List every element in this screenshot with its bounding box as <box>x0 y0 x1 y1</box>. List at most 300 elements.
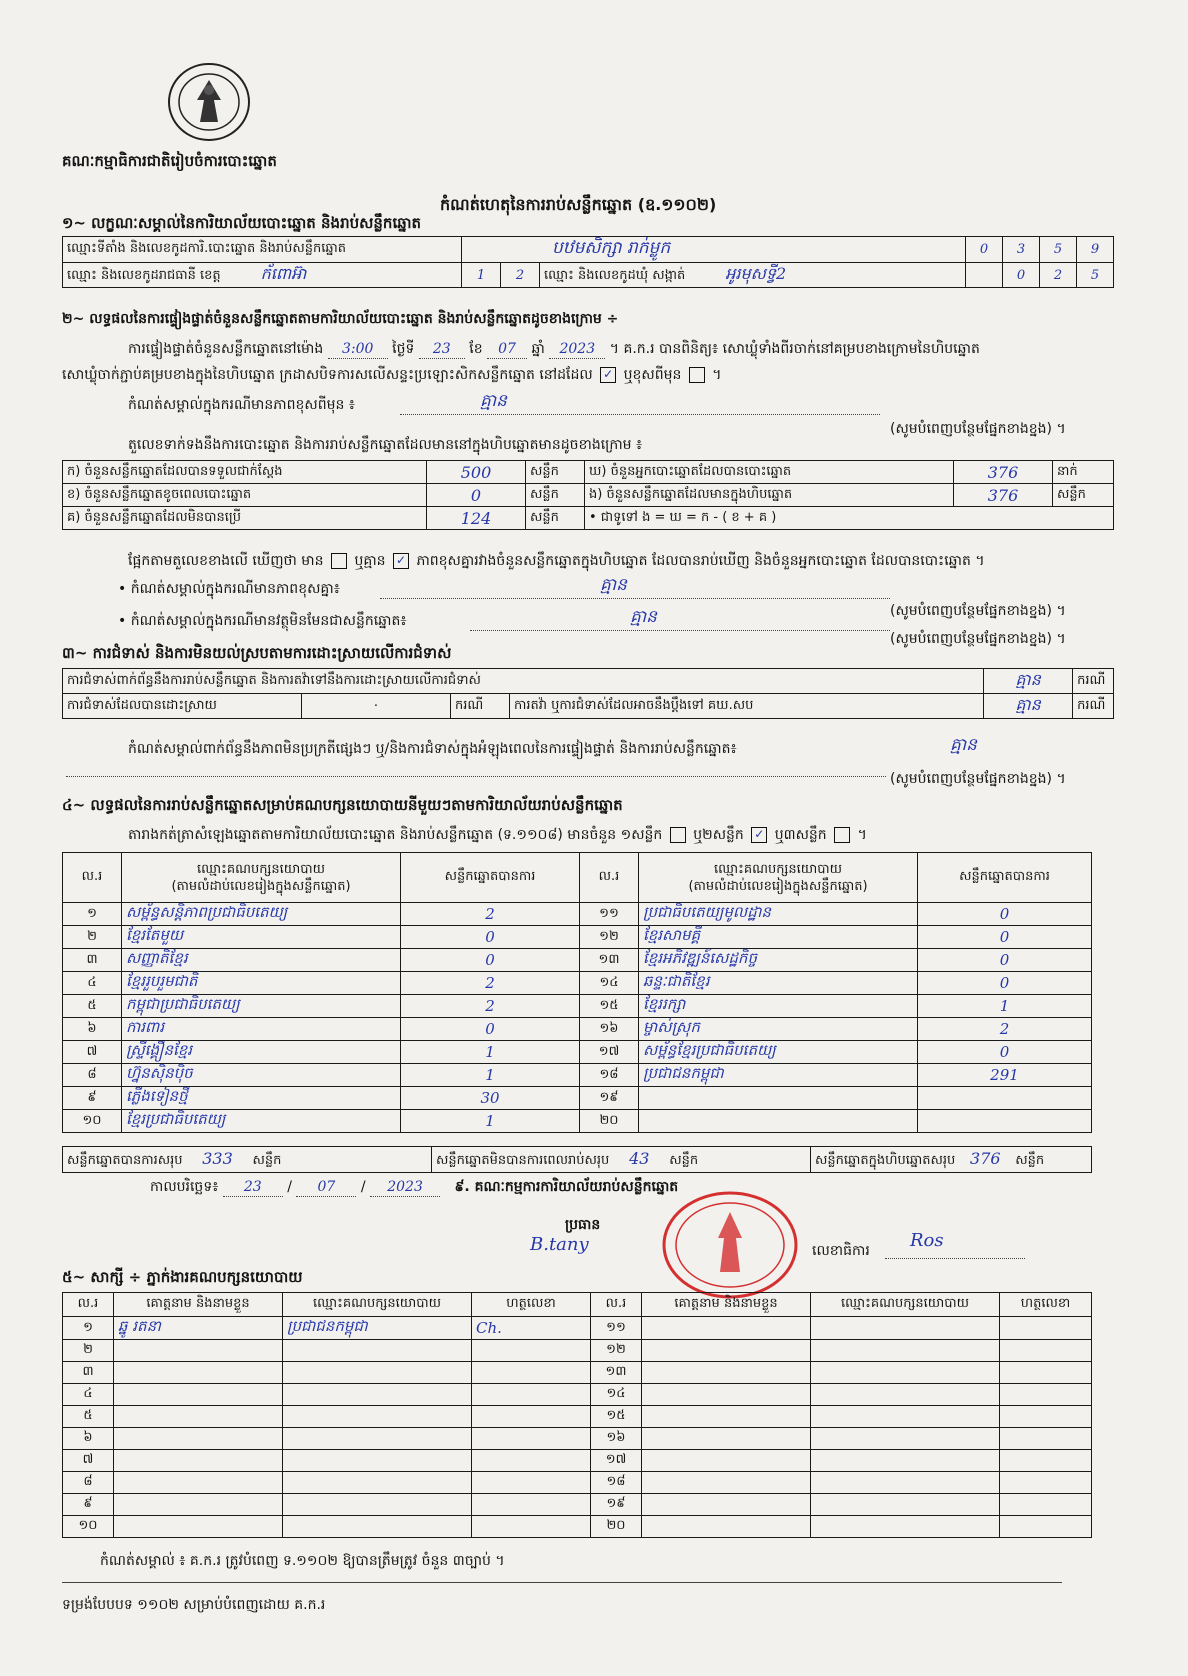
witness-no: ៧ <box>63 1450 114 1472</box>
unused-value: 124 <box>427 507 526 530</box>
results-party: ការពារ <box>122 1018 401 1041</box>
diff-bullet-label: • កំណត់សម្គាល់ក្នុងករណីមានភាពខុសគ្នា៖ <box>118 581 340 597</box>
nec-logo-emblem <box>166 60 252 144</box>
witness-header-no: ល.រ <box>63 1293 114 1317</box>
witness-no: ៣ <box>63 1362 114 1384</box>
results-party: ប្រជាធិបតេយ្យមូលដ្ឋាន <box>639 903 918 926</box>
results-header-no-right: ល.រ <box>580 853 639 903</box>
results-votes: 1 <box>401 1110 580 1133</box>
witness-name <box>642 1494 811 1516</box>
results-row <box>63 1110 1092 1133</box>
witness-name <box>642 1472 811 1494</box>
witness-name <box>114 1516 283 1538</box>
results-no: ១៧ <box>580 1041 639 1064</box>
chair-signature: B.tany <box>530 1234 589 1255</box>
commune-code-digit: 2 <box>1040 263 1077 288</box>
witness-party <box>811 1428 1000 1450</box>
valid-total-label: សន្លឹកឆ្នោតបានការសរុប <box>67 1152 183 1168</box>
unused-unit: សន្លឹក <box>526 507 585 530</box>
results-no: ១៩ <box>580 1087 639 1110</box>
org-name: គណៈកម្មាធិការជាតិរៀបចំការបោះឆ្នោត <box>62 152 277 170</box>
witness-name <box>114 1494 283 1516</box>
commune-code-digit: 5 <box>1077 263 1114 288</box>
witness-name <box>642 1317 811 1340</box>
witness-row <box>63 1472 1092 1494</box>
witness-party <box>811 1494 1000 1516</box>
chair-label: ប្រធាន <box>565 1217 601 1233</box>
location-table <box>62 236 1114 288</box>
witness-signature <box>472 1516 591 1538</box>
witness-row <box>63 1384 1092 1406</box>
province-code-digit: 2 <box>501 263 540 288</box>
witness-table <box>62 1292 1092 1538</box>
witness-party <box>811 1516 1000 1538</box>
province-value: ក័ពោអ៊ា <box>260 264 307 283</box>
verify-line-end: ។ គ.ក.រ បានពិនិត្យ៖ សោឃ្លុំទាំងពីរចាក់នៅគម្របខាងក្រោមនៃហិបឆ្នោត <box>609 341 980 357</box>
section5-title: ៥~ សាក្សី ÷ ភ្នាក់ងារគណបក្សនយោបាយ <box>62 1268 303 1286</box>
spoiled-unit: សន្លឹក <box>526 484 585 507</box>
irregularity-line <box>66 776 886 777</box>
witness-party <box>283 1384 472 1406</box>
commune-code-empty <box>966 263 1003 288</box>
results-no: ២ <box>63 926 122 949</box>
different-label: ឬខុសពីមុន <box>623 367 682 383</box>
witness-signature <box>472 1428 591 1450</box>
fill-more-note-3: (សូមបំពេញបន្ថែមផ្នែកខាងខ្នង) ។ <box>890 631 1066 647</box>
witness-signature <box>1000 1406 1092 1428</box>
resolved-unit: ករណី <box>451 694 510 719</box>
witness-party <box>811 1340 1000 1362</box>
results-votes: 2 <box>918 1018 1092 1041</box>
witness-party <box>283 1450 472 1472</box>
witness-signature <box>472 1472 591 1494</box>
diff-note-line <box>400 414 880 415</box>
witness-signature <box>1000 1428 1092 1450</box>
witness-party <box>283 1362 472 1384</box>
results-row <box>63 995 1092 1018</box>
witness-no: ២ <box>63 1340 114 1362</box>
results-no: ៤ <box>63 972 122 995</box>
results-party: កម្ពុជាប្រជាធិបតេយ្យ <box>122 995 401 1018</box>
date-day: 23 <box>223 1178 283 1197</box>
invalid-total-cell <box>432 1147 811 1173</box>
object-bullet-line <box>470 630 890 631</box>
section2-title: ២~ លទ្ធផលនៃការផ្ទៀងផ្ទាត់ចំនួនសន្លឹកឆ្នោតតាមការិយាល័យបោះឆ្នោត និងរាប់សន្លឹកឆ្នោតដូចខាងក្រោម ÷ <box>62 311 619 327</box>
appeal-value: គ្មាន <box>984 694 1073 719</box>
witness-no: ១៧ <box>591 1450 642 1472</box>
voters-unit: នាក់ <box>1053 461 1114 484</box>
one-sheet-checkbox[interactable] <box>670 827 686 843</box>
valid-total-unit: សន្លឹក <box>252 1152 282 1168</box>
witness-signature <box>472 1450 591 1472</box>
witness-header-party-right: ឈ្មោះគណបក្សនយោបាយ <box>811 1293 1000 1317</box>
invalid-total-unit: សន្លឹក <box>669 1152 699 1168</box>
witness-party <box>283 1472 472 1494</box>
formula-note: • ជាទូទៅ ង = ឃ = ក - ( ខ + គ ) <box>585 507 1114 530</box>
witness-signature <box>472 1384 591 1406</box>
section1-title: ១~ លក្ខណៈសម្គាល់នៃការិយាល័យបោះឆ្នោត និងរាប់សន្លឹកឆ្នោត <box>62 214 422 232</box>
sheet-count-text: តារាងកត់ត្រាសំឡេងឆ្នោតតាមការិយាល័យបោះឆ្នោត និងរាប់សន្លឹកឆ្នោត (ទ.១១០៨) មានចំនួន ១សន្លឹក <box>128 827 663 843</box>
witness-no: ៨ <box>63 1472 114 1494</box>
witness-signature <box>1000 1450 1092 1472</box>
results-row <box>63 972 1092 995</box>
witness-party <box>811 1384 1000 1406</box>
location-label: ឈ្មោះទីតាំង និងលេខកូដការិ.បោះឆ្នោត និងរាប់សន្លឹកឆ្នោត <box>63 237 462 263</box>
witness-no: ៥ <box>63 1406 114 1428</box>
witness-party <box>811 1317 1000 1340</box>
witness-row <box>63 1516 1092 1538</box>
fill-more-note-4: (សូមបំពេញបន្ថែមផ្នែកខាងខ្នង) ។ <box>890 771 1066 787</box>
results-header-party <box>122 853 401 903</box>
seal-line-text: សោឃ្លុំចាក់ភ្ជាប់គម្របខាងក្នុងនៃហិបឆ្នោត ក្រដាសបិទការសលើសន្ទះប្រឡោះសិកសន្លឹកឆ្នោត នៅដដែល <box>62 367 593 383</box>
commune-cell <box>540 263 966 288</box>
witness-signature <box>1000 1362 1092 1384</box>
no-difference-checkbox[interactable]: ✓ <box>393 553 409 569</box>
results-party: ខ្មែរអភិវឌ្ឍន៍សេដ្ឋកិច្ច <box>639 949 918 972</box>
witness-row <box>63 1406 1092 1428</box>
received-value: 500 <box>427 461 526 484</box>
resolved-value: · <box>302 694 451 719</box>
witness-header-name: គោត្តនាម និងនាមខ្លួន <box>114 1293 283 1317</box>
witness-no: ៤ <box>63 1384 114 1406</box>
results-votes: 2 <box>401 903 580 926</box>
results-no: ១០ <box>63 1110 122 1133</box>
secretary-label: លេខាធិការ <box>812 1243 870 1259</box>
witness-party <box>811 1406 1000 1428</box>
results-no: ៦ <box>63 1018 122 1041</box>
date-month: 07 <box>296 1178 356 1197</box>
received-label: ក) ចំនួនសន្លឹកឆ្នោតដែលបានទទួលជាក់ស្តែង <box>63 461 427 484</box>
form-footer: ទម្រង់បែបបទ ១១០២ សម្រាប់បំពេញដោយ គ.ក.រ <box>62 1597 326 1613</box>
results-votes: 291 <box>918 1064 1092 1087</box>
results-votes: 0 <box>401 949 580 972</box>
location-code-digit: 0 <box>966 237 1003 263</box>
witness-name <box>114 1340 283 1362</box>
witness-header-party: ឈ្មោះគណបក្សនយោបាយ <box>283 1293 472 1317</box>
witness-signature <box>472 1494 591 1516</box>
witness-signature <box>1000 1384 1092 1406</box>
witness-name <box>642 1428 811 1450</box>
witness-header-sig: ហត្ថលេខា <box>472 1293 591 1317</box>
witness-party <box>283 1494 472 1516</box>
witness-no: ២០ <box>591 1516 642 1538</box>
results-header-party-line1: ឈ្មោះគណបក្សនយោបាយ <box>197 861 325 877</box>
results-party <box>639 1087 918 1110</box>
witness-name <box>642 1450 811 1472</box>
witness-party <box>811 1362 1000 1384</box>
box-total-label: សន្លឹកឆ្នោតក្នុងហិបឆ្នោតសរុប <box>815 1152 956 1168</box>
diff-note-value: គ្មាន <box>480 391 507 411</box>
commune-code-digit: 0 <box>1003 263 1040 288</box>
witness-name <box>642 1516 811 1538</box>
results-votes: 1 <box>401 1041 580 1064</box>
appeal-unit: ករណី <box>1073 694 1114 719</box>
official-stamp <box>660 1190 800 1300</box>
results-votes: 1 <box>401 1064 580 1087</box>
box-total-cell <box>811 1147 1092 1173</box>
sheet-count-line <box>128 826 867 844</box>
results-header-party-line2: (តាមលំដាប់លេខរៀងក្នុងសន្លឹកឆ្នោត) <box>171 878 351 894</box>
results-party: ហ្វ៊ុនស៊ិនប៉ិច <box>122 1064 401 1087</box>
results-header-party-right <box>639 853 918 903</box>
results-party: ភ្លើងទៀនថ្មី <box>122 1087 401 1110</box>
figures-table <box>62 460 1114 530</box>
diff-bullet-value: គ្មាន <box>600 575 627 595</box>
witness-row <box>63 1428 1092 1450</box>
results-row <box>63 949 1092 972</box>
witness-name <box>114 1406 283 1428</box>
results-row <box>63 1018 1092 1041</box>
witness-signature <box>1000 1472 1092 1494</box>
witness-name <box>642 1340 811 1362</box>
results-no: ១៦ <box>580 1018 639 1041</box>
committee-name: ៩. គណៈកម្មការការិយាល័យរាប់សន្លឹកឆ្នោត <box>454 1179 679 1195</box>
verify-year: 2023 <box>549 340 605 359</box>
irregularity-note-value: គ្មាន <box>950 735 977 755</box>
difference-text: ភាពខុសគ្នារវាងចំនួនសន្លឹកឆ្នោតក្នុងហិបឆ្នោត ដែលបានរាប់ឃើញ និងចំនួនអ្នកបោះឆ្នោត ដែលបានបោះឆ្នោត ។ <box>416 553 985 569</box>
in-box-value: 376 <box>954 484 1053 507</box>
results-summary <box>62 1146 1092 1173</box>
witness-name <box>114 1384 283 1406</box>
province-label-text: ឈ្មោះ និងលេខកូដរាជធានី ខេត្ត <box>67 268 221 283</box>
different-checkbox[interactable] <box>689 367 705 383</box>
results-votes: 0 <box>918 926 1092 949</box>
results-votes: 0 <box>918 949 1092 972</box>
results-no: ១១ <box>580 903 639 926</box>
witness-body <box>63 1317 1092 1538</box>
results-party: ម្ចាស់ស្រុក <box>639 1018 918 1041</box>
same-checkbox[interactable]: ✓ <box>600 367 616 383</box>
location-name-value: បឋមសិក្សា រាក់ម្លូក <box>462 237 966 263</box>
witness-row <box>63 1317 1092 1340</box>
verify-day-label: ថ្ងៃទី <box>392 341 415 357</box>
object-bullet-label: • កំណត់សម្គាល់ក្នុងករណីមានវត្ថុមិនមែនជាសន្លឹកឆ្នោត៖ <box>118 613 407 629</box>
fill-more-note: (សូមបំពេញបន្ថែមផ្នែកខាងខ្នង) ។ <box>890 421 1066 437</box>
results-party: ខ្មែរតែមួយ <box>122 926 401 949</box>
witness-name <box>642 1406 811 1428</box>
appeal-label: ការតវ៉ា ឬការជំទាស់ដែលអាចនឹងប្តឹងទៅ គឃ.សប <box>510 694 984 719</box>
box-total-value: 376 <box>970 1148 1001 1168</box>
results-header-party-right-line2: (តាមលំដាប់លេខរៀងក្នុងសន្លឹកឆ្នោត) <box>688 878 868 894</box>
objection-label: ការជំទាស់ពាក់ព័ន្ធនឹងការរាប់សន្លឹកឆ្នោត និងការតវ៉ាទៅនឹងការដោះស្រាយលើការជំទាស់ <box>63 669 984 694</box>
section4-title: ៤~ លទ្ធផលនៃការរាប់សន្លឹកឆ្នោតសម្រាប់គណបក្សនយោបាយនីមួយៗតាមការិយាល័យរាប់សន្លឹកឆ្នោត <box>62 796 623 814</box>
witness-name <box>642 1384 811 1406</box>
witness-header-sig-right: ហត្ថលេខា <box>1000 1293 1092 1317</box>
results-header-no: ល.រ <box>63 853 122 903</box>
two-sheets-checkbox[interactable]: ✓ <box>751 827 767 843</box>
witness-no: ១៦ <box>591 1428 642 1450</box>
diff-note-label: កំណត់សម្គាល់ក្នុងករណីមានភាពខុសពីមុន ៖ <box>128 397 355 413</box>
results-votes: 0 <box>401 926 580 949</box>
results-party: ខ្មែររួបរួមជាតិ <box>122 972 401 995</box>
results-header-party-right-line1: ឈ្មោះគណបក្សនយោបាយ <box>714 861 842 877</box>
results-party: ស្ទ្រីង្គឿនខ្មែរ <box>122 1041 401 1064</box>
results-no: ៧ <box>63 1041 122 1064</box>
witness-name <box>114 1362 283 1384</box>
witness-signature <box>472 1406 591 1428</box>
witness-name <box>642 1362 811 1384</box>
diff-bullet-line <box>380 598 890 599</box>
results-no: ១២ <box>580 926 639 949</box>
location-code-digit: 5 <box>1040 237 1077 263</box>
witness-no: ១៣ <box>591 1362 642 1384</box>
verify-time: 3:00 <box>328 340 388 359</box>
results-votes: 1 <box>918 995 1092 1018</box>
results-votes: 0 <box>918 972 1092 995</box>
witness-header-no-right: ល.រ <box>591 1293 642 1317</box>
witness-no: ៦ <box>63 1428 114 1450</box>
spoiled-value: 0 <box>427 484 526 507</box>
invalid-total-label: សន្លឹកឆ្នោតមិនបានការពេលរាប់សរុប <box>436 1152 610 1168</box>
difference-line <box>128 552 985 570</box>
results-party: ប្រជាជនកម្ពុជា <box>639 1064 918 1087</box>
witness-row <box>63 1362 1092 1384</box>
witness-no: ១៤ <box>591 1384 642 1406</box>
has-difference-checkbox[interactable] <box>331 553 347 569</box>
witness-no: ១២ <box>591 1340 642 1362</box>
secretary-signature: Ros <box>910 1230 944 1251</box>
section3-title: ៣~ ការជំទាស់ និងការមិនយល់ស្របតាមការដោះស្រាយលើការជំទាស់ <box>62 644 452 662</box>
witness-no: ១៥ <box>591 1406 642 1428</box>
location-code-digit: 3 <box>1003 237 1040 263</box>
no-label: ឬគ្មាន <box>354 553 386 569</box>
sheet-count-end: ។ <box>857 827 867 843</box>
results-votes: 30 <box>401 1087 580 1110</box>
witness-row <box>63 1340 1092 1362</box>
invalid-total-value: 43 <box>629 1148 650 1168</box>
witness-signature <box>472 1340 591 1362</box>
witness-row <box>63 1494 1092 1516</box>
results-votes <box>918 1110 1092 1133</box>
results-party: សម្ព័ន្ធសន្តិភាពប្រជាធិបតេយ្យ <box>122 903 401 926</box>
unused-label: គ) ចំនួនសន្លឹកឆ្នោតដែលមិនបានប្រើ <box>63 507 427 530</box>
witness-no: ១៩ <box>591 1494 642 1516</box>
province-label <box>63 263 462 288</box>
witness-signature <box>1000 1494 1092 1516</box>
witness-note: កំណត់សម្គាល់ ៖ គ.ក.រ ត្រូវបំពេញ ទ.១១០២ ឱ្យបានត្រឹមត្រូវ ចំនួន ៣ច្បាប់ ។ <box>100 1553 505 1569</box>
received-unit: សន្លឹក <box>526 461 585 484</box>
results-party: ខ្មែររក្សា <box>639 995 918 1018</box>
seal-line-end: ។ <box>712 367 722 383</box>
witness-party <box>811 1472 1000 1494</box>
results-votes: 0 <box>918 1041 1092 1064</box>
witness-signature <box>472 1362 591 1384</box>
objection-table <box>62 668 1114 719</box>
voters-value: 376 <box>954 461 1053 484</box>
witness-row <box>63 1450 1092 1472</box>
results-party: សម្ព័ន្ធខ្មែរប្រជាធិបតេយ្យ <box>639 1041 918 1064</box>
witness-header-name-right: គោត្តនាម និងនាមខ្លួន <box>642 1293 811 1317</box>
results-party <box>639 1110 918 1133</box>
witness-name <box>114 1428 283 1450</box>
witness-name: ឆ្នូ រតនា <box>114 1317 283 1340</box>
results-votes: 2 <box>401 995 580 1018</box>
witness-party <box>811 1450 1000 1472</box>
resolved-label: ការជំទាស់ដែលបានដោះស្រាយ <box>63 694 302 719</box>
results-row <box>63 903 1092 926</box>
witness-no: ១ <box>63 1317 114 1340</box>
verify-year-label: ឆ្នាំ <box>531 341 545 357</box>
three-sheets-checkbox[interactable] <box>834 827 850 843</box>
results-party: ខ្មែរសាមគ្គី <box>639 926 918 949</box>
figures-intro: តួលេខទាក់ទងនឹងការបោះឆ្នោត និងការរាប់សន្លឹកឆ្នោតដែលមាននៅក្នុងហិបឆ្នោតមានដូចខាងក្រោម ៖ <box>128 437 643 453</box>
box-total-unit: សន្លឹក <box>1015 1152 1045 1168</box>
valid-total-value: 333 <box>202 1148 233 1168</box>
results-no: ៣ <box>63 949 122 972</box>
verify-day: 23 <box>419 340 465 359</box>
results-row <box>63 926 1092 949</box>
witness-party: ប្រជាជនកម្ពុជា <box>283 1317 472 1340</box>
results-no: ៨ <box>63 1064 122 1087</box>
commune-label: ឈ្មោះ និងលេខកូដឃុំ សង្កាត់ <box>544 268 686 283</box>
results-party: សញ្ញាតិខ្មែរ <box>122 949 401 972</box>
date-year: 2023 <box>370 1178 440 1197</box>
witness-no: ១១ <box>591 1317 642 1340</box>
verify-month: 07 <box>487 340 527 359</box>
location-code-digit: 9 <box>1077 237 1114 263</box>
fill-more-note-2: (សូមបំពេញបន្ថែមផ្នែកខាងខ្នង) ។ <box>890 603 1066 619</box>
witness-party <box>283 1340 472 1362</box>
has-label: ផ្អែកតាមតួលេខខាងលើ ឃើញថា មាន <box>128 553 324 569</box>
results-no: ២០ <box>580 1110 639 1133</box>
date-label: កាលបរិច្ឆេទ៖ <box>150 1179 219 1195</box>
results-votes <box>918 1087 1092 1110</box>
verify-time-label: ការផ្ទៀងផ្ទាត់ចំនួនសន្លឹកឆ្នោតនៅម៉ោង <box>128 341 324 357</box>
results-header-votes: សន្លឹកឆ្នោតបានការ <box>401 853 580 903</box>
voters-label: ឃ) ចំនួនអ្នកបោះឆ្នោតដែលបានបោះឆ្នោត <box>585 461 954 484</box>
witness-signature <box>1000 1340 1092 1362</box>
witness-no: ១០ <box>63 1516 114 1538</box>
in-box-label: ង) ចំនួនសន្លឹកឆ្នោតដែលមានក្នុងហិបឆ្នោត <box>585 484 954 507</box>
witness-no: ១៨ <box>591 1472 642 1494</box>
witness-no: ៩ <box>63 1494 114 1516</box>
form-title: កំណត់ហេតុនៃការរាប់សន្លឹកឆ្នោត (ឧ.១១០២) <box>440 195 717 214</box>
results-votes: 2 <box>401 972 580 995</box>
objection-value: គ្មាន <box>984 669 1073 694</box>
results-votes: 0 <box>918 903 1092 926</box>
results-votes: 0 <box>401 1018 580 1041</box>
results-no: ១៥ <box>580 995 639 1018</box>
two-sheets-label: ឬ២សន្លឹក <box>693 827 744 843</box>
commune-value: អូរមុសទ្វី2 <box>725 264 787 283</box>
witness-name <box>114 1450 283 1472</box>
results-no: ១៤ <box>580 972 639 995</box>
results-no: ១៣ <box>580 949 639 972</box>
province-code-digit: 1 <box>462 263 501 288</box>
irregularity-note-label: កំណត់សម្គាល់ពាក់ព័ន្ធនឹងភាពមិនប្រក្រតីផ្សេងៗ ឬ/និងការជំទាស់ក្នុងអំឡុងពេលនៃការផ្ទៀងផ្ទាត់ និងការរាប់សន្លឹកឆ្នោត៖ <box>128 741 737 757</box>
objection-unit: ករណី <box>1073 669 1114 694</box>
date-line: កាលបរិច្ឆេទ៖ 23 / 07 / 2023 ៩. គណៈកម្មការការិយាល័យរាប់សន្លឹកឆ្នោត <box>150 1179 679 1195</box>
witness-signature <box>1000 1317 1092 1340</box>
results-body <box>63 903 1092 1133</box>
results-party: ខ្មែរប្រជាធិបតេយ្យ <box>122 1110 401 1133</box>
witness-party <box>283 1516 472 1538</box>
secretary-line <box>885 1258 1025 1259</box>
results-table <box>62 852 1092 1133</box>
results-no: ១៨ <box>580 1064 639 1087</box>
results-header-votes-right: សន្លឹកឆ្នោតបានការ <box>918 853 1092 903</box>
results-row <box>63 1041 1092 1064</box>
witness-party <box>283 1428 472 1450</box>
witness-party <box>283 1406 472 1428</box>
verify-line <box>128 340 980 359</box>
valid-total-cell <box>63 1147 432 1173</box>
witness-name <box>114 1472 283 1494</box>
spoiled-label: ខ) ចំនួនសន្លឹកឆ្នោតខូចពេលបោះឆ្នោត <box>63 484 427 507</box>
results-row <box>63 1087 1092 1110</box>
verify-month-label: ខែ <box>469 341 483 357</box>
results-party: ឆន្ទៈជាតិខ្មែរ <box>639 972 918 995</box>
